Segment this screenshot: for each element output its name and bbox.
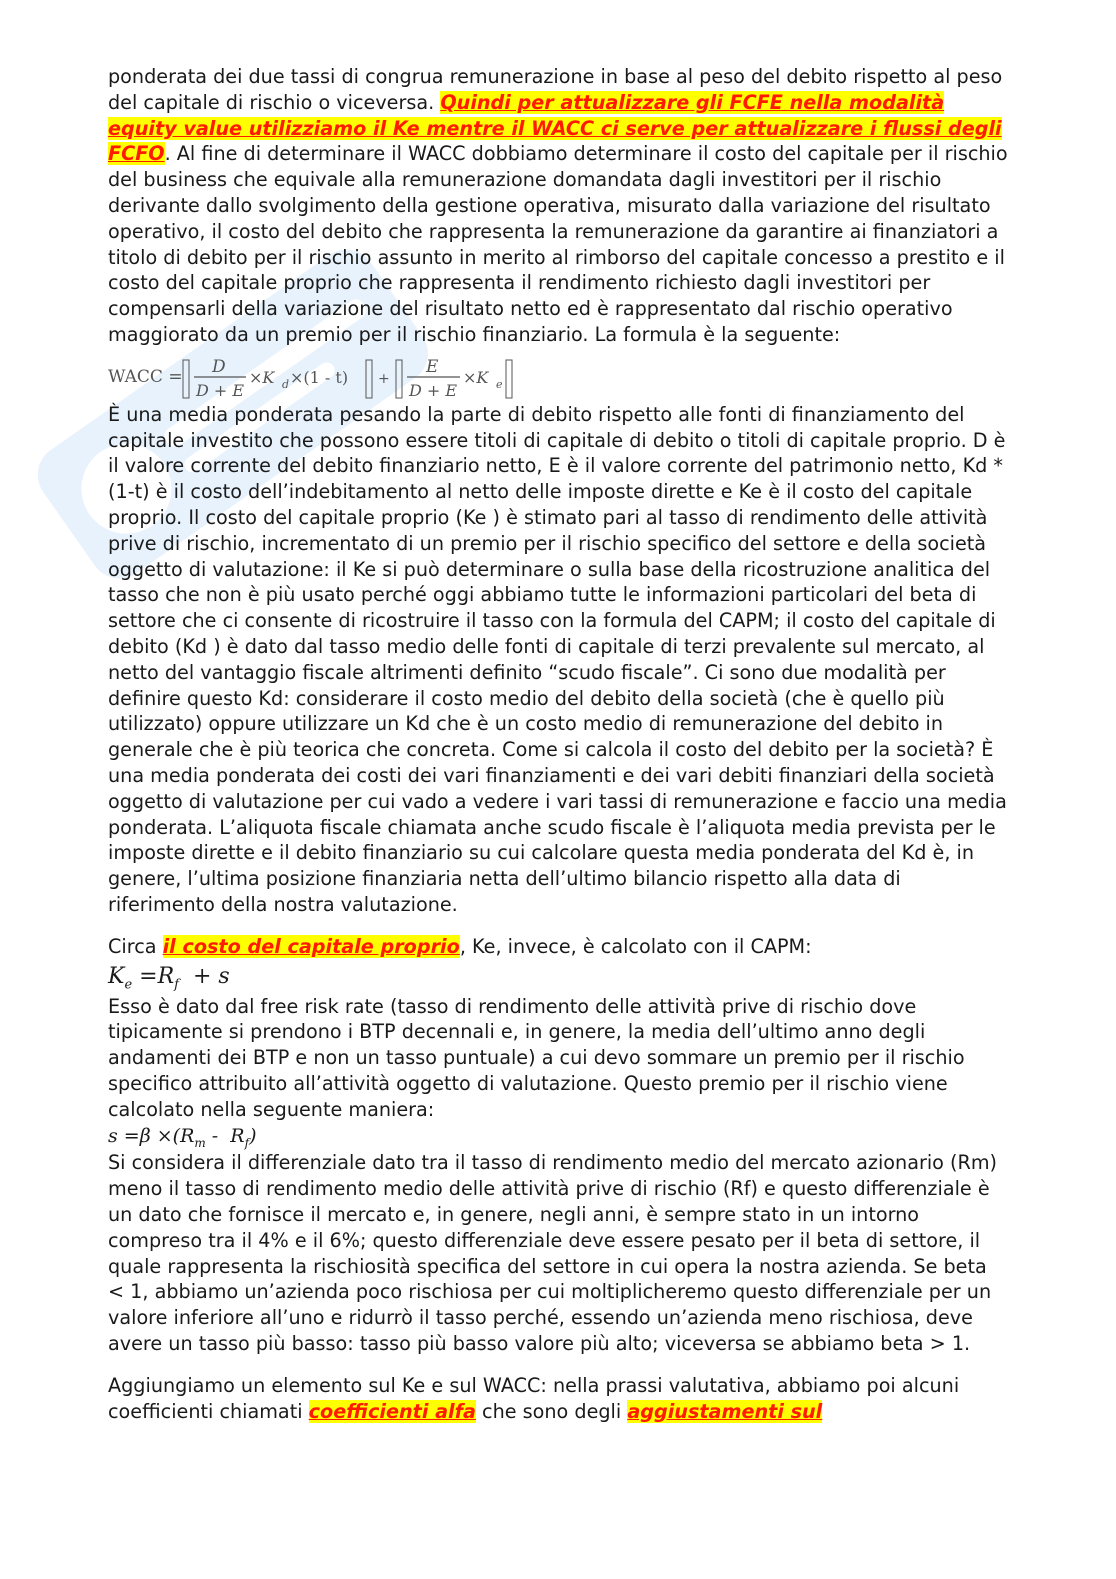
formula-kd-subscript: d — [282, 377, 290, 391]
paragraph-text: ponderata dei due tassi di congrua remunerazione in base al peso del debito rispetto al peso del capitale di rischio o viceversa. — [108, 65, 1003, 114]
highlighted-text: Quindi per attualizzare gli FCFE nella modalità equity value utilizziamo il Ke mentre il WACC ci serve per attualizzare i flussi degli FCFO — [108, 90, 1002, 166]
formula-plus-s: + s — [178, 963, 230, 989]
formula-numerator-d: D — [212, 356, 226, 377]
paragraph-text: Aggiungiamo un elemento sul Ke e sul WACC: nella prassi valutativa, abbiamo poi alcuni coefficienti chiamati — [108, 1373, 960, 1423]
paragraph-text: che sono degli — [475, 1399, 628, 1423]
paragraph-text: . Al fine di determinare il WACC dobbiamo determinare il costo del capitale per il rischio del business che equivale alla remunerazione domandata dagli investitori per il rischio derivante dallo svolgimento della gestione operativa, misurato dalla variazione del risultato operativo, il costo del debito che rappresenta la remunerazione da garantire ai finanziatori a titolo di debito per il rischio assunto in merito al rimborso del capitale concesso a prestito e il costo del capitale proprio che rappresenta il rendimento richiesto dagli investitori per compensarli della variazione del risultato netto ed è rappresentato dal rischio operativo maggiorato da un premio per il rischio finanziario. La formula è la seguente: — [108, 142, 1008, 346]
document-body — [108, 64, 1008, 1424]
formula-f-subscript: f — [244, 1136, 250, 1151]
paragraph-wacc-explanation: È una media ponderata pesando la parte di debito rispetto alle fonti di finanziamento del capitale investito che possono essere titoli di capitale di debito o titoli di capitale proprio. D è il valore corrente del debito finanziario netto, E è il valore corrente del patrimonio netto, Kd * (1-t) è il costo dell’indebitamento al netto delle imposte dirette e Ke è il costo del capitale proprio. Il costo del capitale proprio (Ke ) è stimato pari al tasso di rendimento delle attività prive di rischio, incrementato di un premio per il rischio specifico del settore e della società oggetto di valutazione: il Ke si può determinare o sulla base della ricostruzione analitica del tasso che non è più usato perché oggi abbiamo tutte le informazioni particolari del beta di settore che ci consente di ricostruire il tasso con la formula del CAPM; il costo del capitale di debito (Kd ) è dato dal tasso medio delle fonti di capitale di terzi prevalente sul mercato, al netto del vantaggio fiscale altrimenti definito “scudo fiscale”. Ci sono due modalità per definire questo Kd: considerare il costo medio del debito della società (che è quello più utilizzato) oppure utilizzare un Kd che è un costo medio di remunerazione del debito in generale che è più teorica che concreta. Come si calcola il costo del debito per la società? È una media ponderata dei costi dei vari finanziamenti e dei vari debiti finanziari della società oggetto di valutazione per cui vado a vedere i vari tassi di remunerazione e faccio una media ponderata. L’aliquota fiscale chiamata anche scudo fiscale è l’aliquota media prevista per le imposte dirette e il debito finanziario su cui calcolare questa media ponderata del Kd è, in genere, l’ultima posizione finanziaria netta dell’ultimo bilancio rispetto alla data di riferimento della nostra valutazione. — [108, 402, 1007, 916]
formula-close: ) — [249, 1125, 257, 1148]
highlighted-text: coefficienti alfa — [308, 1399, 476, 1423]
paragraph-text: , Ke, invece, è calcolato con il CAPM: — [459, 934, 812, 958]
paragraph-free-risk-rate: Esso è dato dal free risk rate (tasso di rendimento delle attività prive di rischio dove tipicamente si prendono i BTP decennali e, in genere, la media dell’ultimo anno degli andamenti dei BTP e non un tasso puntuale) a cui devo sommare un premio per il rischio specifico attribuito all’attività oggetto di valutazione. Questo premio per il rischio viene calcolato nella seguente maniera: — [108, 994, 965, 1121]
formula-k: K — [108, 963, 125, 989]
ke-formula — [108, 960, 1008, 994]
highlighted-text: il costo del capitale proprio — [162, 934, 460, 958]
highlighted-text: aggiustamenti sul — [627, 1399, 823, 1423]
formula-r-subscript: f — [174, 976, 179, 992]
formula-tax-term: ×(1 - t) — [290, 367, 349, 387]
paragraph-capm-intro — [108, 934, 1008, 960]
formula-denominator-de: D + E — [196, 380, 245, 400]
paragraph-differential: Si considera il differenziale dato tra il tasso di rendimento medio del mercato azionario (Rm) meno il tasso di rendimento medio delle attività prive di rischio (Rf) e questo differenziale è un dato che fornisce il mercato e, in genere, negli anni, è sempre stato in un intorno compreso tra il 4% e il 6%; questo differenziale deve essere pesato per il beta di settore, il quale rappresenta la rischiosità specifica del settore in cui opera la nostra azienda. Se beta < 1, abbiamo un’azienda poco rischiosa per cui moltiplicheremo questo differenziale per un valore inferiore all’uno e ridurrò il tasso perché, essendo un’azienda meno rischiosa, deve avere un tasso più basso: tasso più basso valore più alto; viceversa se abbiamo beta > 1. — [108, 1151, 998, 1356]
formula-k-subscript: e — [124, 976, 133, 992]
formula-wacc-lhs: WACC = — [108, 366, 183, 387]
formula-m-subscript: m — [194, 1136, 206, 1151]
paragraph-text: Circa — [108, 934, 163, 958]
formula-eq-r: =R — [132, 963, 175, 989]
formula-s-lhs: s =β ×(R — [108, 1125, 195, 1148]
formula-denominator-de-2: D + E — [409, 380, 458, 400]
formula-times-kd: ×K — [249, 367, 275, 387]
formula-numerator-e: E — [426, 356, 439, 377]
risk-premium-formula — [108, 1122, 1008, 1150]
formula-ke-subscript: e — [496, 377, 503, 391]
formula-minus-r: - R — [205, 1125, 245, 1148]
wacc-formula — [108, 352, 1008, 402]
paragraph-alpha-coefficients — [108, 1373, 1008, 1425]
formula-times-ke: ×K — [463, 367, 489, 387]
paragraph-wacc-intro — [108, 64, 1008, 348]
formula-plus: + — [378, 370, 390, 387]
